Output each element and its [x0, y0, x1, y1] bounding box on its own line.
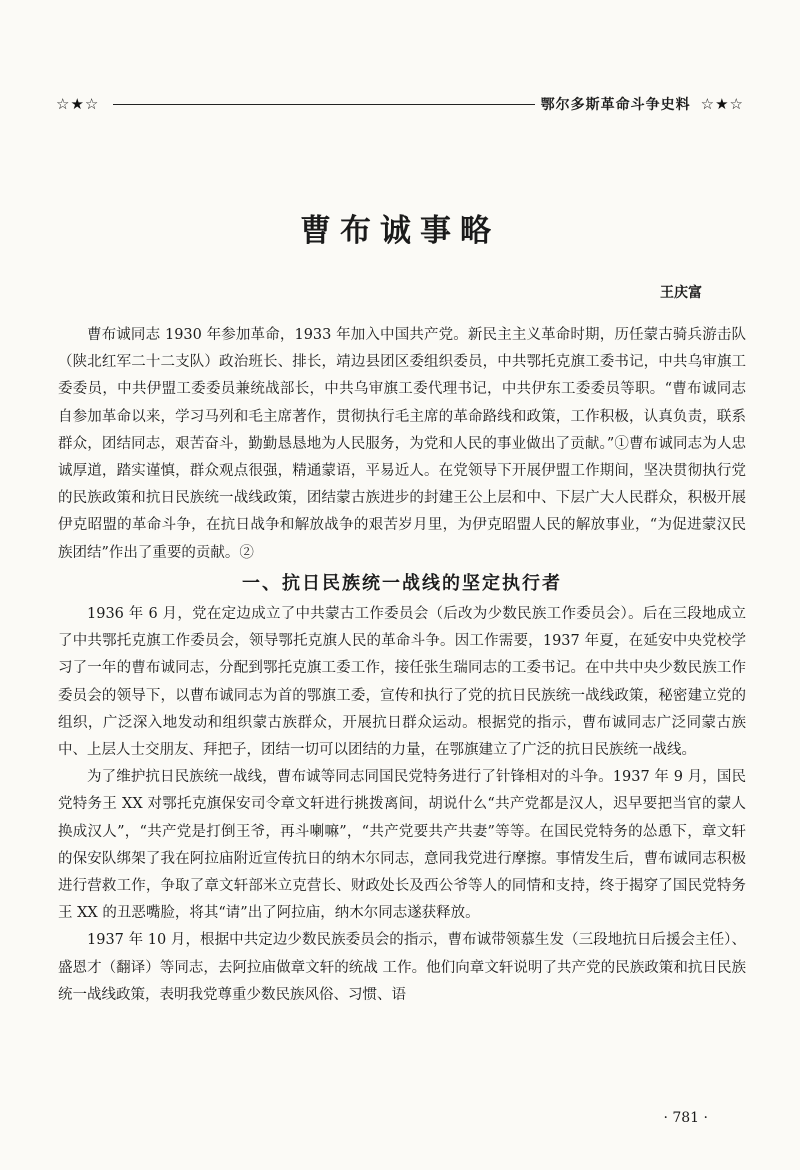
- author-name: 王庆富: [660, 285, 702, 301]
- running-header: [56, 92, 744, 116]
- body-paragraph: 1937 年 10 月，根据中共定边少数民族委员会的指示，曹布诚带领慕生发（三段地抗日后援会主任）、盛恩才（翻译）等同志，去阿拉庙做章文轩的统战 工作。他们向章文轩说明了共产党的民族政策和抗日民族统一战线政策，表明我党尊重少数民族风俗、习惯、语: [58, 932, 746, 1003]
- intro-paragraph: 曹布诚同志 1930 年参加革命，1933 年加入中国共产党。新民主主义革命时期，历任蒙古骑兵游击队（陕北红军二十二支队）政治班长、排长，靖边县团区委组织委员，中共鄂托克旗工委书记，中共乌审旗工委委员，中共伊盟工委委员兼统战部长，中共乌审旗工委代理书记，中共伊东工委委员等职。“曹布诚同志自参加革命以来，学习马列和毛主席著作，贯彻执行毛主席的革命路线和政策，工作积极，认真负责，联系群众，团结同志，艰苦奋斗，勤勤恳恳地为人民服务，为党和人民的事业做出了贡献。”①曹布诚同志为人忠诚厚道，踏实谨慎，群众观点很强，精通蒙语，平易近人。在党领导下开展伊盟工作期间，坚决贯彻执行党的民族政策和抗日民族统一战线政策，团结蒙古族进步的封建王公上层和中、下层广大人民群众，积极开展伊克昭盟的革命斗争，在抗日战争和解放战争的艰苦岁月里，为伊克昭盟人民的解放事业，“为促进蒙汉民族团结”作出了重要的贡献。②: [58, 327, 746, 561]
- body-paragraph: 1936 年 6 月，党在定边成立了中共蒙古工作委员会（后改为少数民族工作委员会）。后在三段地成立了中共鄂托克旗工作委员会，领导鄂托克旗人民的革命斗争。因工作需要，1937 年夏，在延安中央党校学习了一年的曹布诚同志，分配到鄂托克旗工委工作，接任张生瑞同志的工委书记。在中共中央少数民族工作委员会的领导下，以曹布诚同志为首的鄂旗工委，宣传和执行了党的抗日民族统一战线政策，秘密建立党的组织，广泛深入地发动和组织蒙古族群众，开展抗日群众运动。根据党的指示，曹布诚同志广泛同蒙古族中、上层人士交朋友、拜把子，团结一切可以团结的力量，在鄂旗建立了广泛的抗日民族统一战线。: [58, 606, 746, 759]
- page-number: · 781 ·: [663, 1110, 708, 1126]
- section-heading: 一、抗日民族统一战线的坚定执行者: [242, 572, 562, 594]
- article-body: [58, 322, 746, 1009]
- header-rule: [113, 104, 534, 105]
- article-title: 曹布诚事略: [300, 213, 500, 249]
- stars-left-icon: ☆★☆: [56, 95, 100, 113]
- series-title: 鄂尔多斯革命斗争史料: [540, 97, 691, 113]
- body-paragraph: 为了维护抗日民族统一战线，曹布诚等同志同国民党特务进行了针锋相对的斗争。1937 年 9 月，国民党特务王 XX 对鄂托克旗保安司令章文轩进行挑拨离间，胡说什么“共产党都是汉人，迟早要把当官的蒙人换成汉人”，“共产党是打倒王爷，再斗喇嘛”，“共产党要共产共妻”等等。在国民党特务的怂恿下，章文轩的保安队绑架了我在阿拉庙附近宣传抗日的纳木尔同志，意同我党进行摩擦。事情发生后，曹布诚同志积极进行营救工作，争取了章文轩部米立克营长、财政处长及西公爷等人的同情和支持，终于揭穿了国民党特务王 XX 的丑恶嘴脸，将其“请”出了阿拉庙，纳木尔同志遂获释放。: [58, 769, 746, 922]
- stars-right-icon: ☆★☆: [700, 95, 744, 113]
